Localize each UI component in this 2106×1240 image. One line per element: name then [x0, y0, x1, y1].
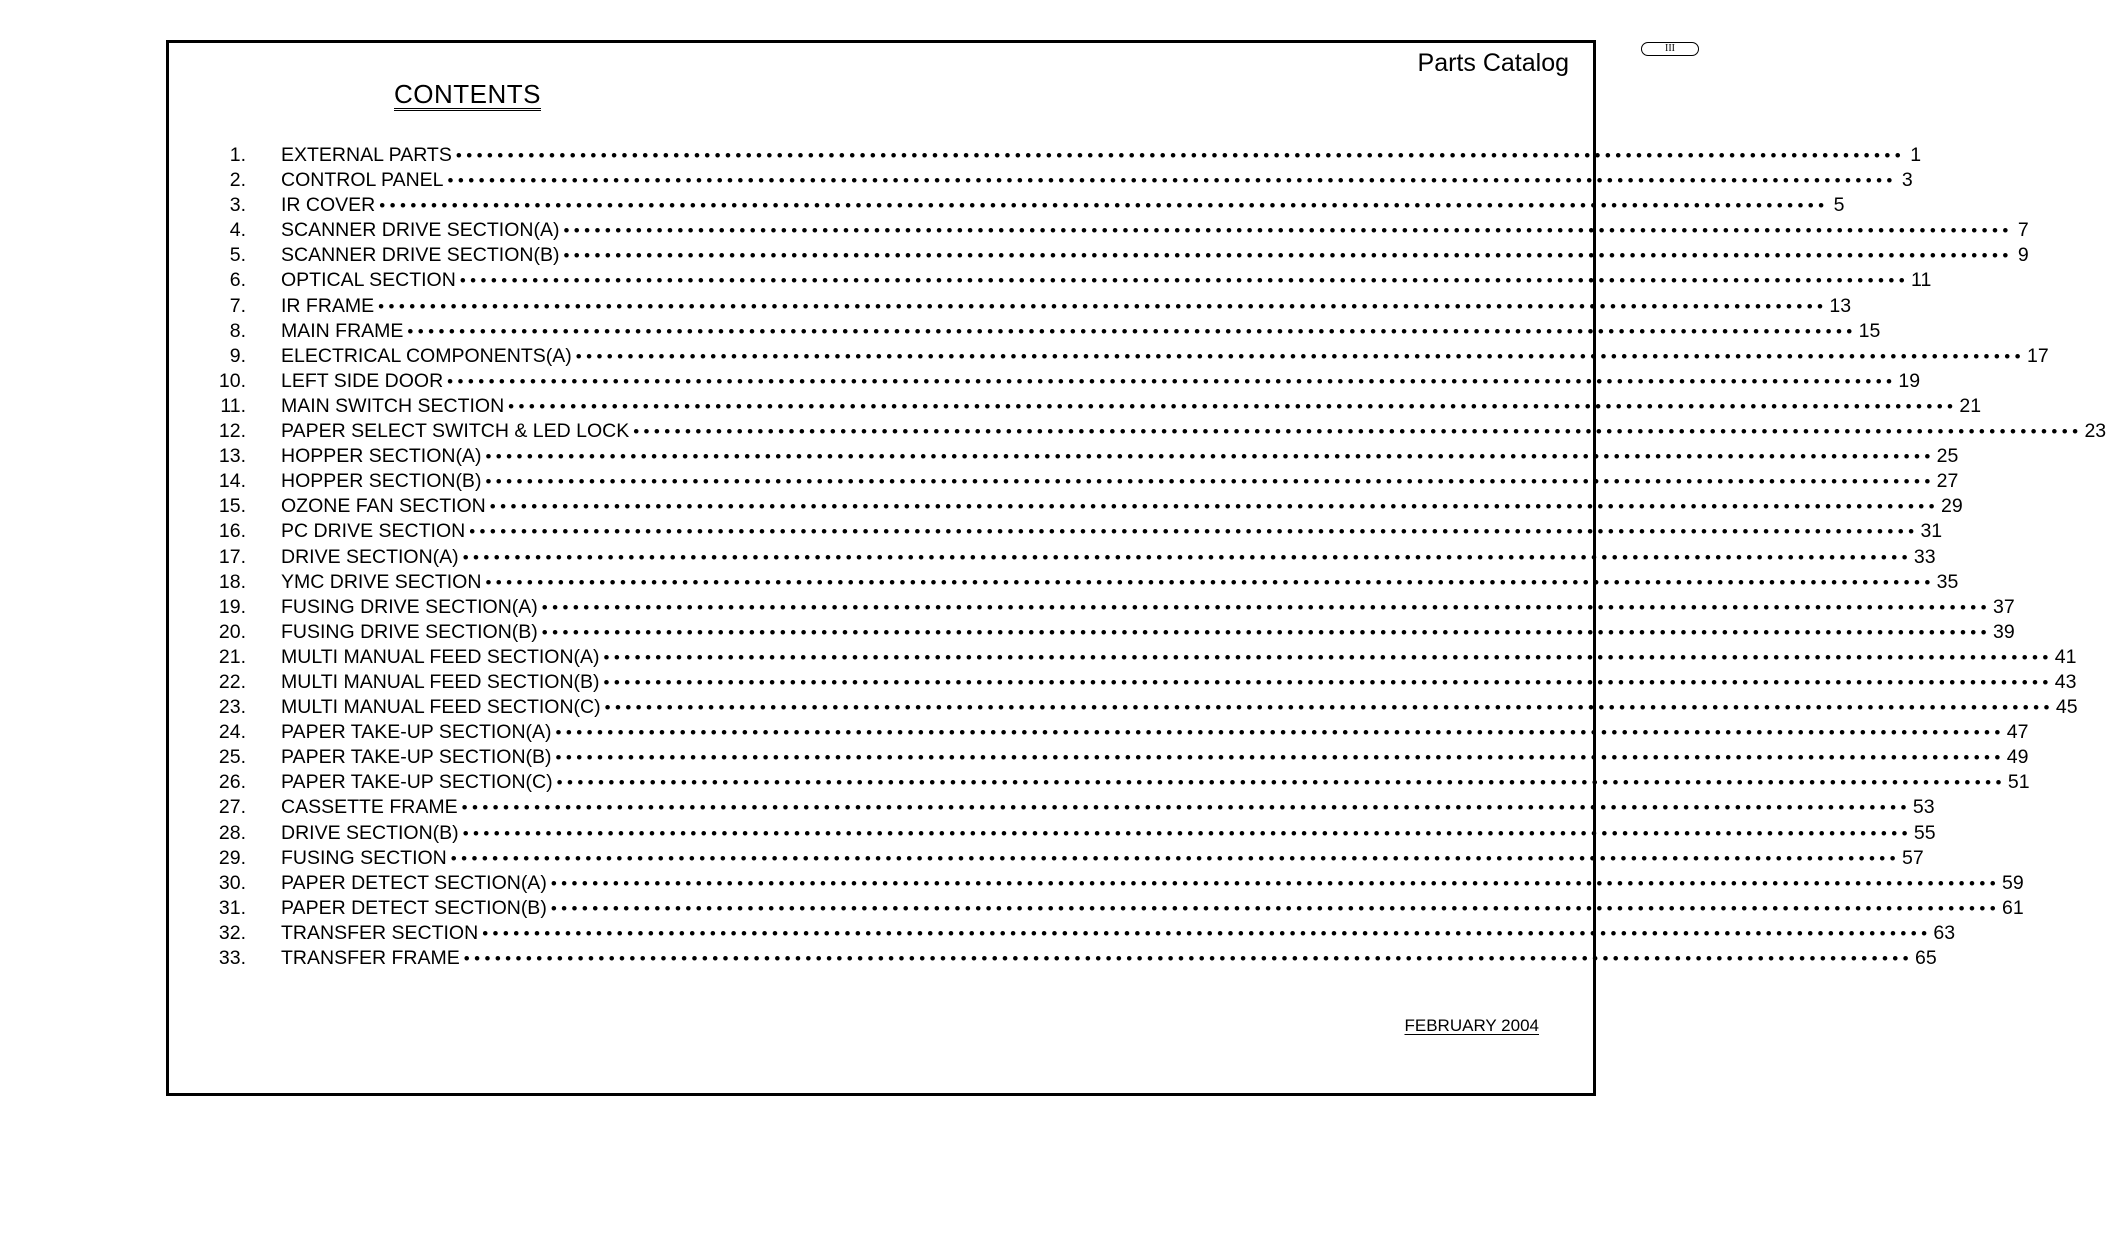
toc-entry-title: EXTERNAL PARTS: [281, 144, 452, 166]
toc-entry-title: OZONE FAN SECTION: [281, 495, 486, 518]
toc-dot-leader: ••••••••••••••••••••••••••••••••••••••••••••••••••••••••••••••••••••••••••••••••••••••••••••••••••••••••••••••••••••••••••••••••••••••••••••: [563, 221, 2013, 241]
toc-entry[interactable]: [169, 294, 1852, 319]
toc-entry-body: [281, 645, 2077, 670]
toc-dot-leader: ••••••••••••••••••••••••••••••••••••••••••••••••••••••••••••••••••••••••••••••••••••••••••••••••••••••••••••••••••••••••••••••••••••••••••••: [555, 723, 2005, 743]
toc-entry-number: 32.: [218, 921, 246, 944]
toc-entry-body: [281, 344, 2049, 369]
toc-dot-leader: ••••••••••••••••••••••••••••••••••••••••••••••••••••••••••••••••••••••••••••••••••••••••••••••••••••••••••••••••••••••••••••••••••••••••••••: [459, 271, 1910, 291]
toc-entry[interactable]: [169, 519, 1943, 544]
toc-entry[interactable]: [169, 745, 2029, 770]
toc-entry-title: PAPER TAKE-UP SECTION(A): [281, 721, 552, 744]
toc-entry-body: [281, 218, 2029, 243]
toc-entry-title: TRANSFER SECTION: [281, 921, 479, 944]
toc-entry-body: [281, 168, 1913, 193]
toc-entry[interactable]: [169, 243, 2029, 268]
toc-entry-number: 11.: [220, 394, 246, 417]
toc-entry-body: [281, 745, 2029, 770]
toc-entry-number: 8.: [229, 319, 246, 342]
toc-entry[interactable]: [169, 494, 1963, 519]
toc-entry-title: CONTROL PANEL: [281, 169, 444, 192]
toc-entry-body: [281, 570, 1959, 595]
toc-entry-number: 25.: [218, 746, 246, 769]
toc-entry-number: 6.: [229, 269, 246, 292]
toc-entry-title: ELECTRICAL COMPONENTS(A): [281, 344, 572, 367]
toc-entry-title: MULTI MANUAL FEED SECTION(B): [281, 670, 600, 693]
toc-entry[interactable]: [169, 193, 1845, 218]
toc-entry-number: 3.: [229, 194, 246, 217]
toc-entry-title: HOPPER SECTION(B): [281, 470, 482, 493]
toc-entry-body: [281, 620, 2015, 645]
toc-dot-leader: ••••••••••••••••••••••••••••••••••••••••••••••••••••••••••••••••••••••••••••••••••••••••••••••••••••••••••••••••••••••••••••••••••••••••••••: [378, 296, 1828, 316]
toc-entry-page: 17: [2026, 344, 2049, 367]
toc-entry-page: 39: [1993, 620, 2015, 643]
toc-dot-leader: ••••••••••••••••••••••••••••••••••••••••••••••••••••••••••••••••••••••••••••••••••••••••••••••••••••••••••••••••••••••••••••••••••••••••••••: [603, 647, 2053, 667]
toc-dot-leader: ••••••••••••••••••••••••••••••••••••••••••••••••••••••••••••••••••••••••••••••••••••••••••••••••••••••••••••••••••••••••••••••••••••••••••••: [469, 522, 1919, 542]
toc-entry-body: [281, 394, 1982, 419]
toc-entry-title: LEFT SIDE DOOR: [281, 369, 444, 392]
toc-entry-body: [281, 243, 2029, 268]
toc-entry[interactable]: [169, 444, 1959, 469]
toc-dot-leader: ••••••••••••••••••••••••••••••••••••••••••••••••••••••••••••••••••••••••••••••••••••••••••••••••••••••••••••••••••••••••••••••••••••••••••••: [450, 848, 1900, 868]
toc-entry[interactable]: [169, 620, 2015, 645]
toc-entry-page: 35: [1936, 570, 1959, 593]
toc-entry-page: 55: [1913, 821, 1936, 844]
toc-entry-page: 51: [2007, 771, 2030, 794]
toc-entry-page: 23: [2084, 420, 2106, 443]
toc-entry-number: 15.: [218, 495, 246, 518]
toc-entry-page: 15: [1858, 319, 1881, 342]
toc-entry-number: 5.: [229, 244, 246, 267]
toc-entry[interactable]: [169, 670, 2077, 695]
toc-entry-body: [281, 595, 2015, 620]
toc-entry-title: DRIVE SECTION(A): [281, 545, 459, 568]
toc-entry-number: 7.: [229, 294, 246, 317]
toc-entry-page: 65: [1915, 947, 1937, 969]
toc-entry-title: FUSING DRIVE SECTION(A): [281, 595, 538, 618]
toc-entry-body: [281, 444, 1959, 469]
toc-entry-title: FUSING DRIVE SECTION(B): [281, 620, 538, 643]
toc-entry-title: PC DRIVE SECTION: [281, 520, 466, 543]
toc-entry-number: 26.: [218, 771, 246, 794]
toc-entry[interactable]: [169, 871, 2024, 896]
toc-entry-title: TRANSFER FRAME: [281, 947, 460, 969]
toc-entry[interactable]: [169, 168, 1913, 193]
toc-entry-body: [281, 720, 2029, 745]
toc-entry-page: 11: [1911, 269, 1932, 292]
contents-heading: CONTENTS: [394, 79, 541, 109]
toc-entry-number: 17.: [218, 545, 246, 568]
toc-entry-number: 30.: [218, 871, 246, 894]
toc-entry-number: 18.: [218, 570, 246, 593]
toc-dot-leader: ••••••••••••••••••••••••••••••••••••••••••••••••••••••••••••••••••••••••••••••••••••••••••••••••••••••••••••••••••••••••••••••••••••••••••••: [556, 773, 2006, 793]
toc-entry-number: 31.: [218, 896, 246, 919]
toc-entry[interactable]: [169, 268, 1932, 293]
toc-entry-body: [281, 795, 1935, 820]
toc-dot-leader: ••••••••••••••••••••••••••••••••••••••••••••••••••••••••••••••••••••••••••••••••••••••••••••••••••••••••••••••••••••••••••••••••••••••••••••: [482, 923, 1932, 943]
toc-entry-page: 49: [2006, 746, 2029, 769]
toc-entry-page: 37: [1993, 595, 2015, 618]
toc-dot-leader: ••••••••••••••••••••••••••••••••••••••••••••••••••••••••••••••••••••••••••••••••••••••••••••••••••••••••••••••••••••••••••••••••••••••••••••: [563, 246, 2013, 266]
toc-dot-leader: ••••••••••••••••••••••••••••••••••••••••••••••••••••••••••••••••••••••••••••••••••••••••••••••••••••••••••••••••••••••••••••••••••••••••••••: [541, 622, 1992, 642]
toc-entry-body: [281, 469, 1959, 494]
toc-entry-page: 9: [2017, 244, 2029, 267]
toc-entry-page: 61: [2002, 896, 2024, 919]
toc-entry[interactable]: [169, 344, 2049, 369]
toc-dot-leader: ••••••••••••••••••••••••••••••••••••••••••••••••••••••••••••••••••••••••••••••••••••••••••••••••••••••••••••••••••••••••••••••••••••••••••••: [555, 748, 2005, 768]
toc-entry-body: [281, 369, 1921, 394]
toc-entry-body: [281, 419, 2106, 444]
toc-dot-leader: ••••••••••••••••••••••••••••••••••••••••••••••••••••••••••••••••••••••••••••••••••••••••••••••••••••••••••••••••••••••••••••••••••••••••••••: [447, 371, 1897, 391]
toc-dot-leader: ••••••••••••••••••••••••••••••••••••••••••••••••••••••••••••••••••••••••••••••••••••••••••••••••••••••••••••••••••••••••••••••••••••••••••••: [461, 798, 1911, 818]
toc-entry[interactable]: [169, 795, 1935, 820]
toc-entry-number: 24.: [218, 721, 246, 744]
toc-entry[interactable]: [169, 921, 1956, 946]
toc-entry[interactable]: [169, 846, 1924, 871]
toc-entry[interactable]: [169, 369, 1921, 394]
toc-entry-title: YMC DRIVE SECTION: [281, 570, 482, 593]
toc-entry-number: 2.: [229, 169, 246, 192]
toc-entry-page: 3: [1901, 169, 1913, 192]
toc-entry-number: 21.: [218, 645, 246, 668]
toc-entry-number: 13.: [218, 445, 246, 468]
toc-entry-number: 14.: [218, 470, 246, 493]
toc-entry-title: SCANNER DRIVE SECTION(B): [281, 244, 560, 267]
table-of-contents: [169, 143, 2106, 971]
toc-entry-title: HOPPER SECTION(A): [281, 445, 482, 468]
toc-entry-title: OPTICAL SECTION: [281, 269, 456, 292]
toc-entry-page: 13: [1829, 294, 1852, 317]
toc-entry[interactable]: [169, 570, 1959, 595]
catalog-title: Parts Catalog: [1417, 49, 1569, 77]
toc-entry-number: 27.: [218, 796, 246, 819]
toc-entry-title: PAPER SELECT SWITCH & LED LOCK: [281, 420, 630, 443]
toc-entry[interactable]: [169, 770, 2030, 795]
toc-dot-leader: ••••••••••••••••••••••••••••••••••••••••••••••••••••••••••••••••••••••••••••••••••••••••••••••••••••••••••••••••••••••••••••••••••••••••••••: [485, 572, 1935, 592]
toc-entry[interactable]: [169, 469, 1959, 494]
toc-entry-body: [281, 695, 2078, 720]
toc-entry-page: 31: [1920, 520, 1943, 543]
toc-entry-body: [281, 319, 1881, 344]
toc-entry-number: 33.: [218, 947, 246, 969]
toc-entry-title: SCANNER DRIVE SECTION(A): [281, 219, 560, 242]
toc-entry-body: [281, 846, 1924, 871]
toc-entry-number: 20.: [218, 620, 246, 643]
toc-entry-page: 25: [1936, 445, 1959, 468]
toc-entry-page: 27: [1936, 470, 1959, 493]
toc-entry-title: IR FRAME: [281, 294, 375, 317]
toc-dot-leader: ••••••••••••••••••••••••••••••••••••••••••••••••••••••••••••••••••••••••••••••••••••••••••••••••••••••••••••••••••••••••••••••••••••••••••••: [508, 396, 1958, 416]
page-number-badge: III: [1641, 42, 1699, 56]
toc-entry-page: 7: [2017, 219, 2029, 242]
toc-entry-page: 59: [2002, 871, 2024, 894]
toc-dot-leader: ••••••••••••••••••••••••••••••••••••••••••••••••••••••••••••••••••••••••••••••••••••••••••••••••••••••••••••••••••••••••••••••••••••••••••••: [485, 447, 1935, 467]
toc-dot-leader: ••••••••••••••••••••••••••••••••••••••••••••••••••••••••••••••••••••••••••••••••••••••••••••••••••••••••••••••••••••••••••••••••••••••••••••: [541, 597, 1992, 617]
toc-entry-title: PAPER DETECT SECTION(B): [281, 896, 547, 919]
toc-entry-body: [281, 268, 1932, 293]
toc-entry-body: [281, 946, 1937, 971]
toc-dot-leader: ••••••••••••••••••••••••••••••••••••••••••••••••••••••••••••••••••••••••••••••••••••••••••••••••••••••••••••••••••••••••••••••••••••••••••••: [550, 873, 2001, 893]
toc-entry[interactable]: [169, 595, 2015, 620]
toc-entry-number: 12.: [218, 420, 246, 443]
toc-entry-body: [281, 545, 1936, 570]
toc-entry-number: 28.: [218, 821, 246, 844]
toc-entry-number: 16.: [218, 520, 246, 543]
toc-entry-number: 22.: [218, 670, 246, 693]
toc-dot-leader: ••••••••••••••••••••••••••••••••••••••••••••••••••••••••••••••••••••••••••••••••••••••••••••••••••••••••••••••••••••••••••••••••••••••••••••: [489, 497, 1940, 517]
toc-entry-body: [281, 670, 2077, 695]
toc-entry-body: [281, 193, 1845, 218]
toc-dot-leader: ••••••••••••••••••••••••••••••••••••••••••••••••••••••••••••••••••••••••••••••••••••••••••••••••••••••••••••••••••••••••••••••••••••••••••••: [379, 196, 1829, 216]
toc-entry[interactable]: [169, 896, 2024, 921]
toc-entry-page: 5: [1833, 194, 1845, 217]
toc-dot-leader: ••••••••••••••••••••••••••••••••••••••••••••••••••••••••••••••••••••••••••••••••••••••••••••••••••••••••••••••••••••••••••••••••••••••••••••: [550, 898, 2001, 918]
document-date: FEBRUARY 2004: [1404, 1016, 1539, 1035]
toc-entry-page: 57: [1902, 846, 1924, 869]
toc-entry-body: [281, 896, 2024, 921]
toc-entry-number: 1.: [229, 144, 246, 166]
toc-entry-page: 33: [1913, 545, 1936, 568]
toc-entry-body: [281, 871, 2024, 896]
toc-entry-title: MULTI MANUAL FEED SECTION(C): [281, 696, 601, 719]
toc-entry[interactable]: [169, 645, 2077, 670]
toc-entry-title: PAPER DETECT SECTION(A): [281, 871, 547, 894]
toc-entry-body: [281, 921, 1956, 946]
toc-entry[interactable]: [169, 695, 2078, 720]
toc-entry-title: PAPER TAKE-UP SECTION(C): [281, 771, 553, 794]
toc-entry-title: MULTI MANUAL FEED SECTION(A): [281, 645, 600, 668]
toc-entry-page: 1: [1910, 144, 1922, 166]
toc-entry[interactable]: [169, 419, 2106, 444]
toc-entry-page: 43: [2054, 670, 2077, 693]
toc-entry-title: MAIN SWITCH SECTION: [281, 394, 505, 417]
toc-entry[interactable]: [169, 545, 1936, 570]
toc-entry[interactable]: [169, 143, 1922, 168]
toc-dot-leader: ••••••••••••••••••••••••••••••••••••••••••••••••••••••••••••••••••••••••••••••••••••••••••••••••••••••••••••••••••••••••••••••••••••••••••••: [463, 949, 1913, 968]
toc-dot-leader: ••••••••••••••••••••••••••••••••••••••••••••••••••••••••••••••••••••••••••••••••••••••••••••••••••••••••••••••••••••••••••••••••••••••••••••: [485, 472, 1935, 492]
toc-entry-number: 10.: [218, 369, 246, 392]
toc-entry[interactable]: [169, 319, 1881, 344]
toc-entry-page: 21: [1959, 394, 1982, 417]
toc-entry-title: CASSETTE FRAME: [281, 796, 458, 819]
toc-dot-leader: ••••••••••••••••••••••••••••••••••••••••••••••••••••••••••••••••••••••••••••••••••••••••••••••••••••••••••••••••••••••••••••••••••••••••••••: [462, 547, 1912, 567]
toc-entry-body: [281, 770, 2030, 795]
toc-entry-body: [281, 143, 1922, 168]
toc-entry-body: [281, 294, 1852, 319]
toc-entry-page: 53: [1912, 796, 1935, 819]
toc-entry-body: [281, 494, 1963, 519]
toc-entry-number: 23.: [218, 696, 246, 719]
toc-entry[interactable]: [169, 946, 1937, 971]
toc-dot-leader: ••••••••••••••••••••••••••••••••••••••••••••••••••••••••••••••••••••••••••••••••••••••••••••••••••••••••••••••••••••••••••••••••••••••••••••: [604, 698, 2054, 718]
toc-dot-leader: ••••••••••••••••••••••••••••••••••••••••••••••••••••••••••••••••••••••••••••••••••••••••••••••••••••••••••••••••••••••••••••••••••••••••••••: [447, 171, 1897, 191]
toc-entry-title: MAIN FRAME: [281, 319, 404, 342]
toc-entry-body: [281, 519, 1943, 544]
toc-entry-title: PAPER TAKE-UP SECTION(B): [281, 746, 552, 769]
toc-entry[interactable]: [169, 218, 2029, 243]
toc-entry-number: 29.: [218, 846, 246, 869]
toc-entry-page: 19: [1898, 369, 1921, 392]
toc-entry-title: IR COVER: [281, 194, 376, 217]
toc-entry[interactable]: [169, 394, 1982, 419]
toc-entry-page: 29: [1941, 495, 1963, 518]
toc-dot-leader: ••••••••••••••••••••••••••••••••••••••••••••••••••••••••••••••••••••••••••••••••••••••••••••••••••••••••••••••••••••••••••••••••••••••••••••: [407, 321, 1857, 341]
toc-dot-leader: ••••••••••••••••••••••••••••••••••••••••••••••••••••••••••••••••••••••••••••••••••••••••••••••••••••••••••••••••••••••••••••••••••••••••••••: [603, 672, 2053, 692]
toc-dot-leader: ••••••••••••••••••••••••••••••••••••••••••••••••••••••••••••••••••••••••••••••••••••••••••••••••••••••••••••••••••••••••••••••••••••••••••••: [462, 823, 1912, 843]
toc-entry-number: 4.: [229, 219, 246, 242]
toc-entry-number: 19.: [218, 595, 246, 618]
toc-dot-leader: ••••••••••••••••••••••••••••••••••••••••••••••••••••••••••••••••••••••••••••••••••••••••••••••••••••••••••••••••••••••••••••••••••••••••••••: [575, 346, 2025, 366]
toc-entry-title: FUSING SECTION: [281, 846, 447, 869]
toc-entry[interactable]: [169, 821, 1936, 846]
toc-entry-body: [281, 821, 1936, 846]
toc-entry-title: DRIVE SECTION(B): [281, 821, 459, 844]
toc-entry-page: 41: [2054, 645, 2077, 668]
toc-entry-page: 63: [1933, 921, 1956, 944]
toc-entry-page: 45: [2055, 696, 2078, 719]
toc-dot-leader: ••••••••••••••••••••••••••••••••••••••••••••••••••••••••••••••••••••••••••••••••••••••••••••••••••••••••••••••••••••••••••••••••••••••••••••: [633, 422, 2083, 442]
toc-entry-page: 47: [2006, 721, 2029, 744]
toc-entry-number: 9.: [229, 344, 246, 367]
toc-entry[interactable]: [169, 720, 2029, 745]
toc-dot-leader: ••••••••••••••••••••••••••••••••••••••••••••••••••••••••••••••••••••••••••••••••••••••••••••••••••••••••••••••••••••••••••••••••••••••••••••: [455, 146, 1906, 165]
